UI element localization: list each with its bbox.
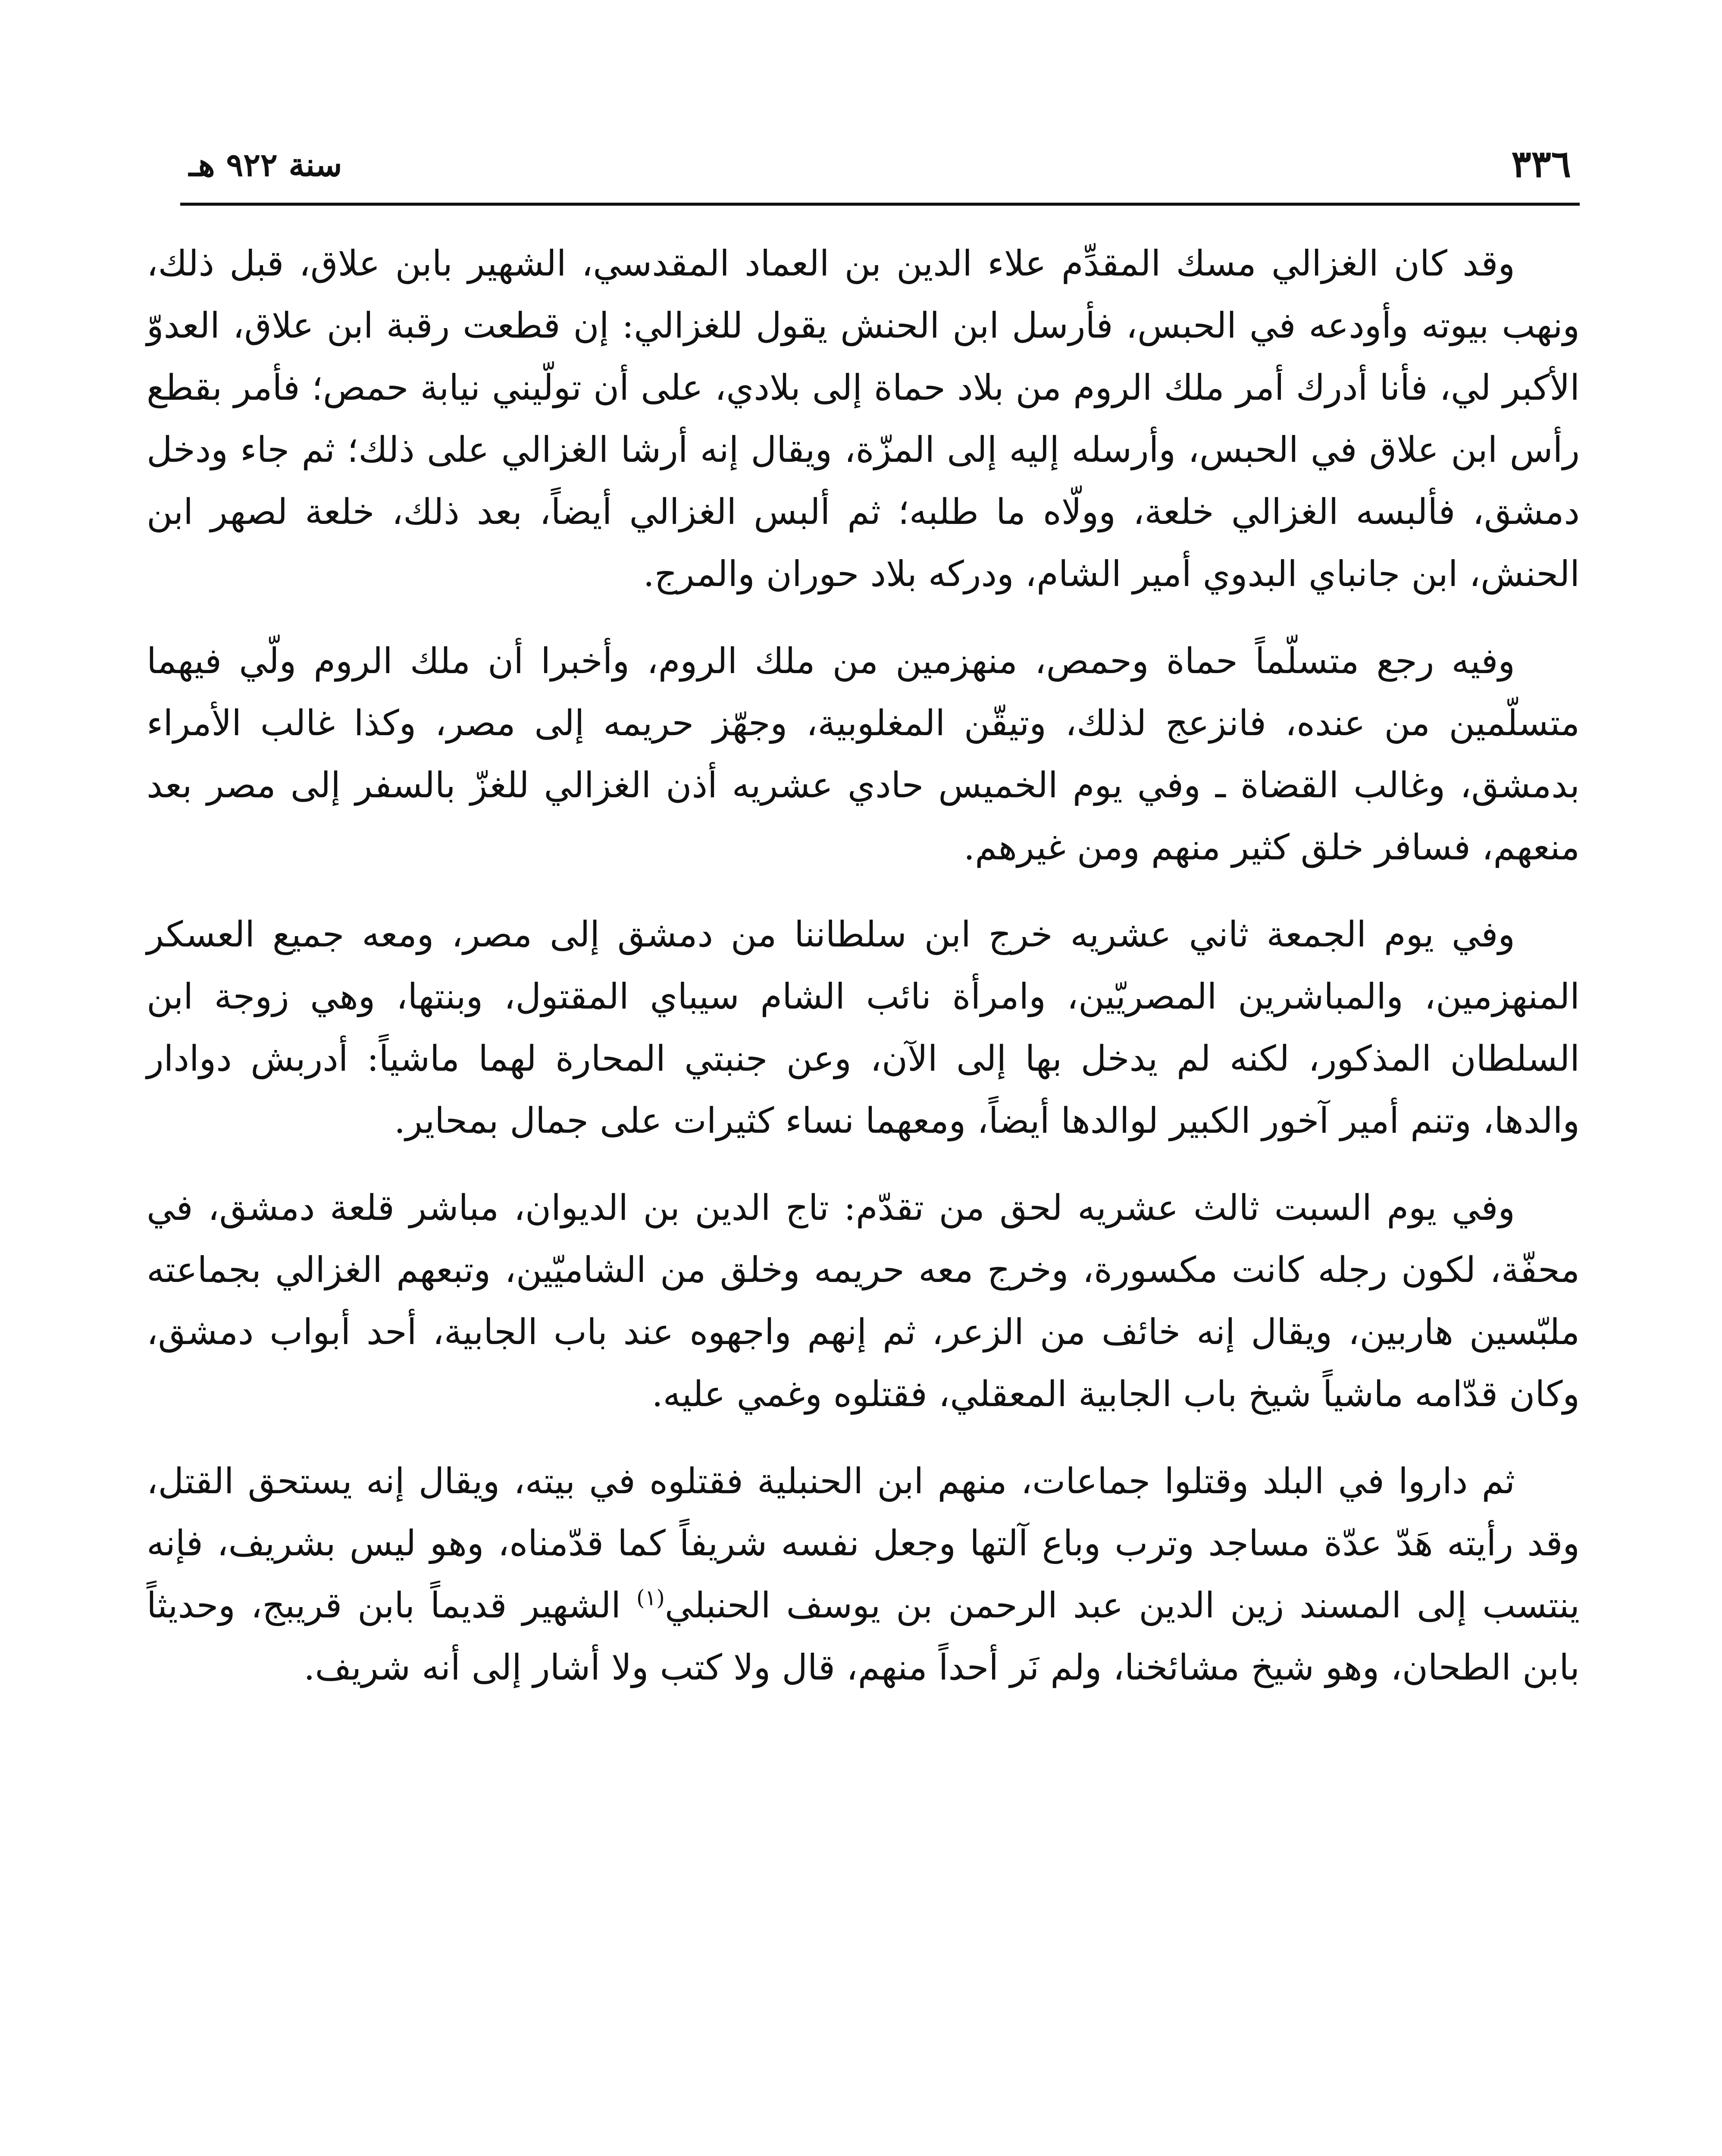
- page-number: ٣٣٦: [1511, 142, 1571, 186]
- main-text: [147, 233, 1580, 1724]
- paragraph: وفي يوم الجمعة ثاني عشريه خرج ابن سلطاننا من دمشق إلى مصر، ومعه جميع العسكر المنهزمين، والمباشرين المصريّين، وامرأة نائب الشام سيباي المقتول، وبنتها، وهي زوجة ابن السلطان المذكور، لكنه لم يدخل بها إلى الآن، وعن جنبتي المحارة لهما ماشياً: أدربش دوادار والدها، وتنم أمير آخور الكبير لوالدها أيضاً، ومعهما نساء كثيرات على جمال بمحاير.: [147, 914, 1580, 1141]
- paragraph-text: الشهير قديماً بابن قريبج، وحديثاً بابن الطحان، وهو شيخ مشائخنا، ولم نَر أحداً منهم، قال ولا كتب ولا أشار إلى أنه شريف.: [147, 1585, 1580, 1688]
- paragraph: وفيه رجع متسلّماً حماة وحمص، منهزمين من ملك الروم، وأخبرا أن ملك الروم ولّي فيهما متسلّمين من عنده، فانزعج لذلك، وتيقّن المغلوبية، وجهّز حريمه إلى مصر، وكذا غالب الأمراء بدمشق، وغالب القضاة ـ وفي يوم الخميس حادي عشريه أذن الغزالي للغزّ بالسفر إلى مصر بعد منعهم، فسافر خلق كثير منهم ومن غيرهم.: [147, 641, 1580, 868]
- paragraph-text: ثم داروا في البلد وقتلوا جماعات، منهم ابن الحنبلية فقتلوه في بيته، ويقال إنه يستحق القتل، وقد رأيته هَدّ عدّة مساجد وترب وباع آلتها وجعل نفسه شريفاً كما قدّمناه، وهو ليس بشريف، فإنه ينتسب إلى المسند زين الدين عبد الرحمن بن يوسف الحنبلي: [147, 1461, 1580, 1626]
- footnote-reference[interactable]: (١): [636, 1585, 665, 1611]
- paragraph: وقد كان الغزالي مسك المقدِّم علاء الدين بن العماد المقدسي، الشهير بابن علاق، قبل ذلك، ونهب بيوته وأودعه في الحبس، فأرسل ابن الحنش يقول للغزالي: إن قطعت رقبة ابن علاق، العدوّ الأكبر لي، فأنا أدرك أمر ملك الروم من بلاد حماة إلى بلادي، على أن تولّيني نيابة حمص؛ فأمر بقطع رأس ابن علاق في الحبس، وأرسله إليه إلى المزّة، ويقال إنه أرشا الغزالي على ذلك؛ ثم جاء ودخل دمشق، فألبسه الغزالي خلعة، وولّاه ما طلبه؛ ثم ألبس الغزالي أيضاً، بعد ذلك، خلعة لصهر ابن الحنش، ابن جانباي البدوي أمير الشام، ودركه بلاد حوران والمرج.: [147, 243, 1580, 595]
- paragraph: وفي يوم السبت ثالث عشريه لحق من تقدّم: تاج الدين بن الديوان، مباشر قلعة دمشق، في محفّة، لكون رجله كانت مكسورة، وخرج معه حريمه وخلق من الشاميّين، وتبعهم الغزالي بجماعته ملبّسين هاربين، ويقال إنه خائف من الزعر، ثم إنهم واجهوه عند باب الجابية، أحد أبواب دمشق، وكان قدّامه ماشياً شيخ باب الجابية المعقلي، فقتلوه وغمي عليه.: [147, 1188, 1580, 1415]
- paragraph: [147, 1451, 1580, 1699]
- running-title-year: سنة ٩٢٢ هـ: [189, 147, 342, 184]
- page-header: [180, 138, 1580, 206]
